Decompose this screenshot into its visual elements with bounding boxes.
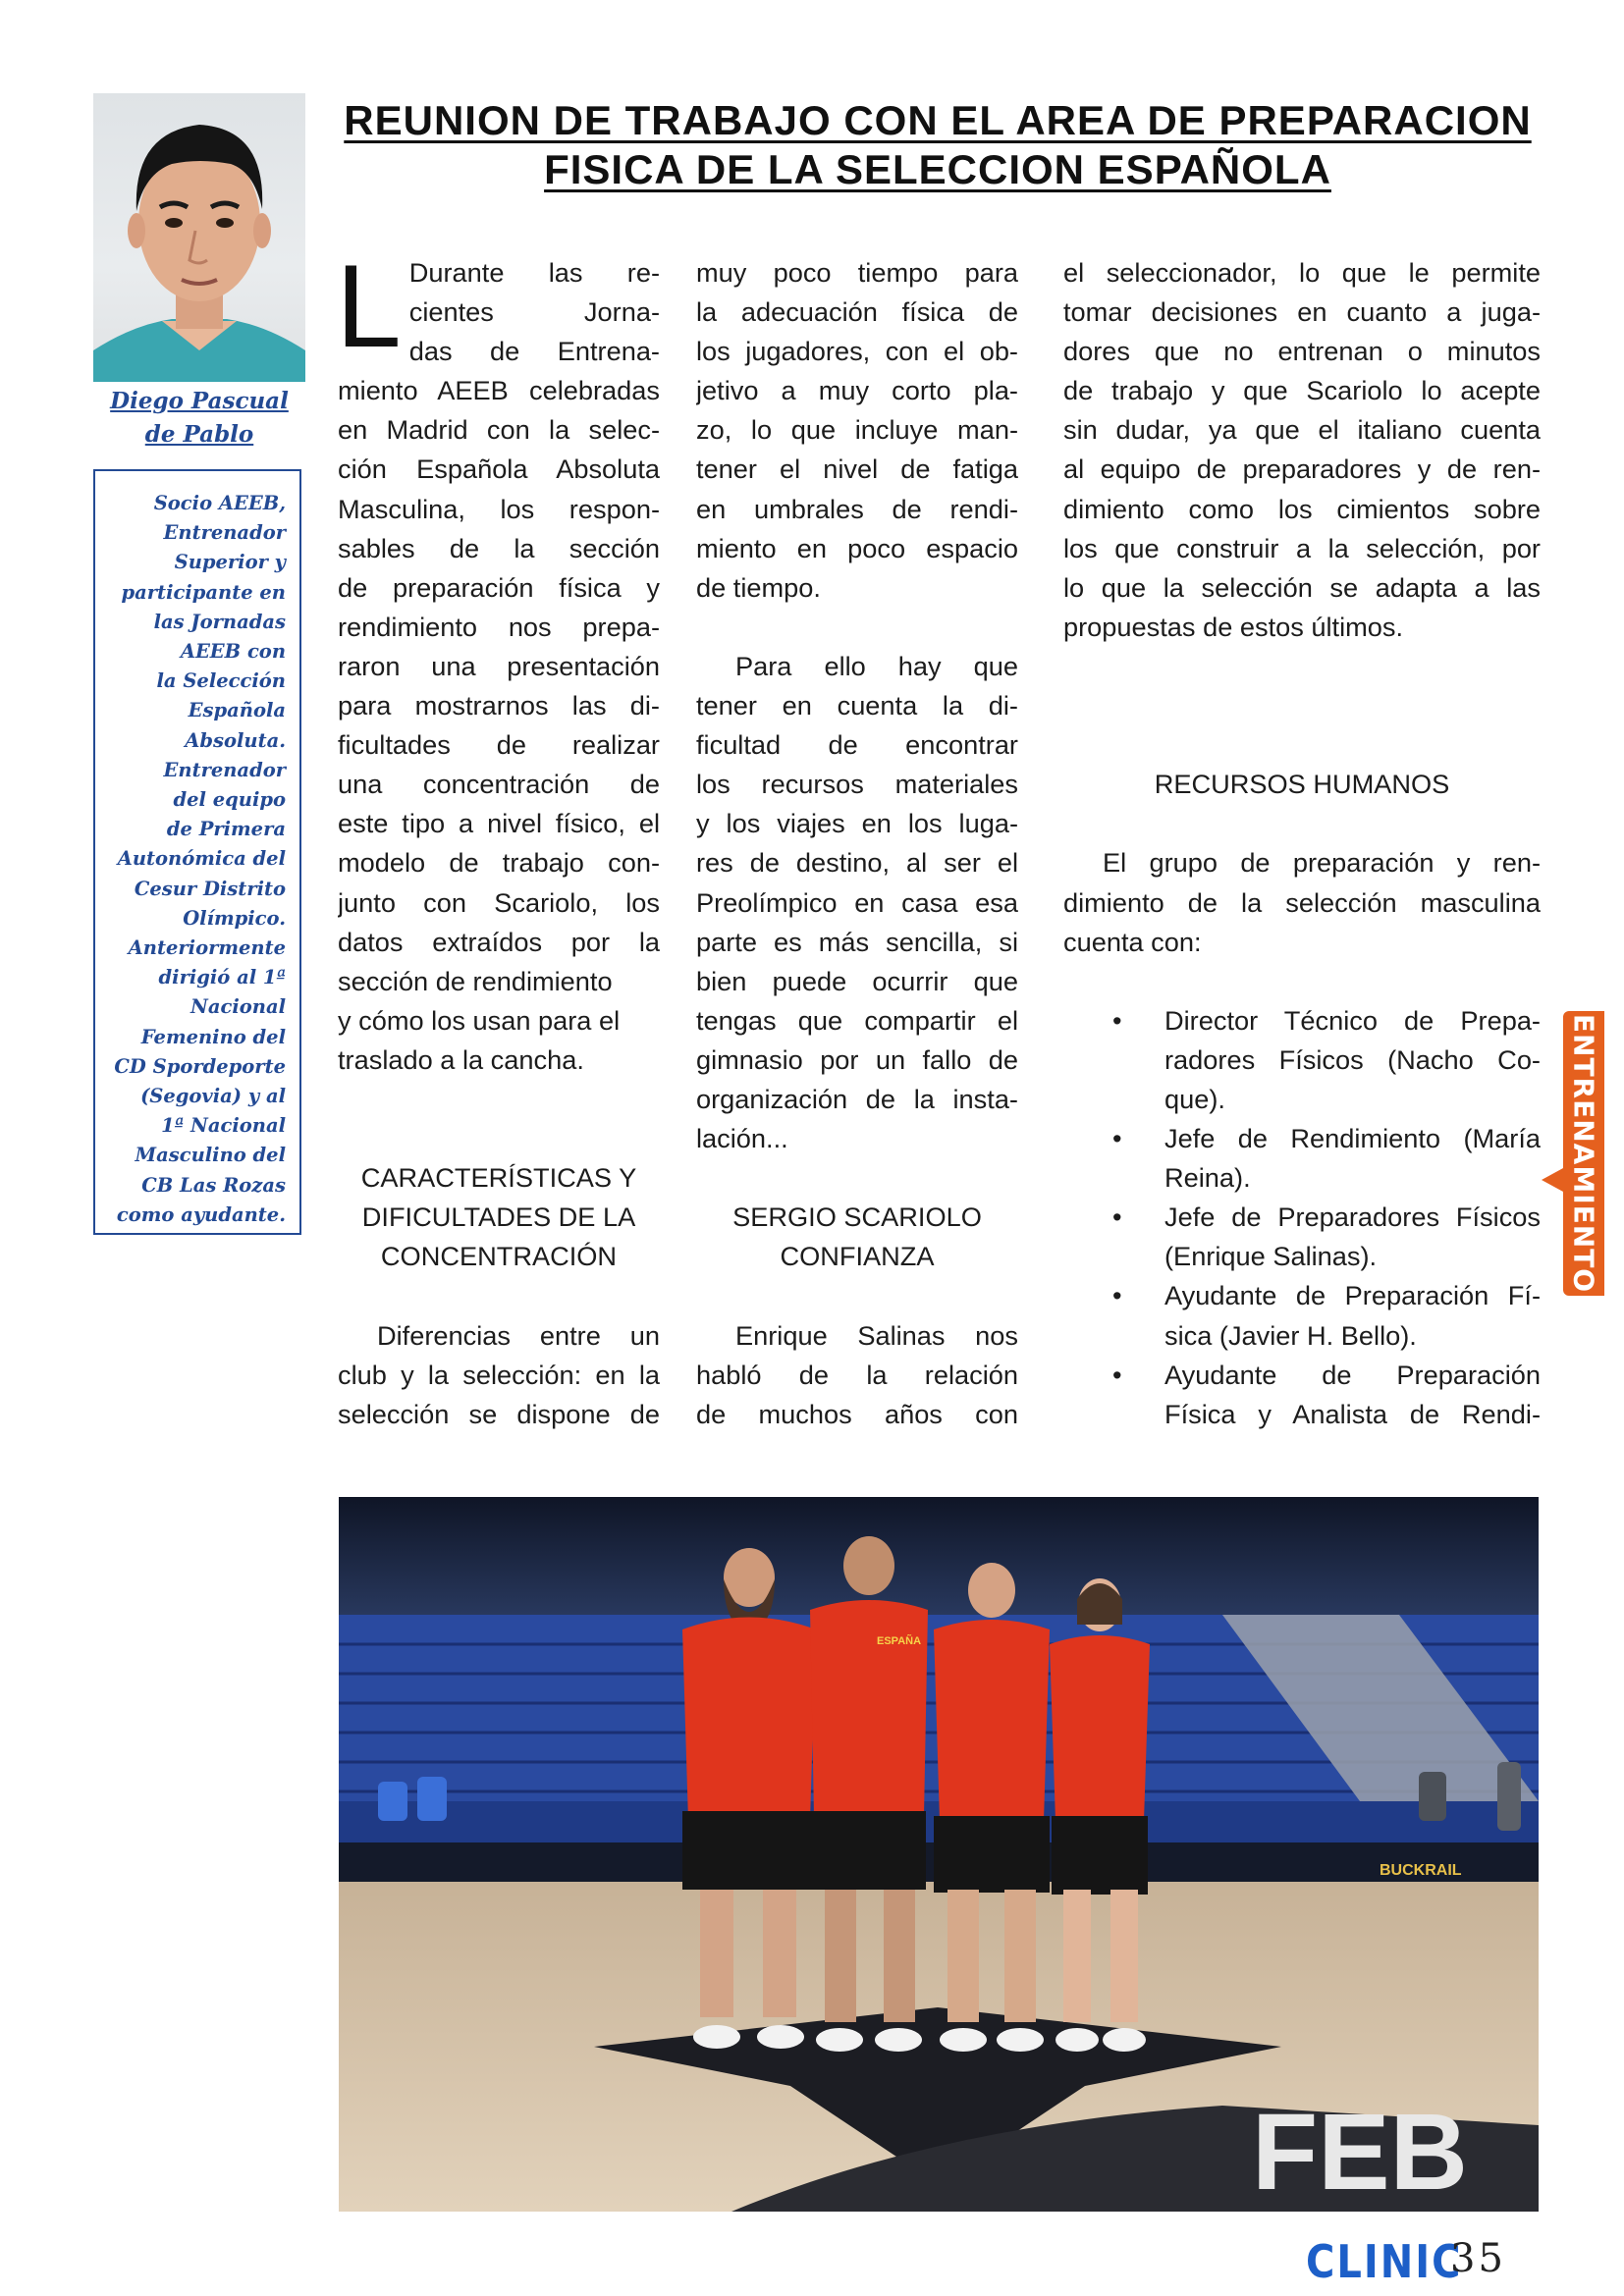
author-photo	[93, 93, 305, 382]
text-line: tomar decisiones en cuanto a juga-	[1063, 296, 1541, 328]
text-line: miento AEEB celebradas	[338, 375, 660, 406]
text-line: Diferencias entre un	[377, 1319, 660, 1351]
author-bio-box	[93, 469, 301, 1235]
text-line: bien puede ocurrir que	[696, 965, 1018, 996]
text-line: en Madrid con la selec-	[338, 414, 660, 446]
text-line: gimnasio por un fallo de	[696, 1043, 1018, 1075]
text-line: de tiempo.	[696, 571, 821, 603]
section-heading: CARACTERÍSTICAS Y	[360, 1162, 637, 1194]
text-line: tengas que compartir el	[696, 1004, 1018, 1036]
text-line: sables de la sección	[338, 532, 660, 563]
team-photo-illustration	[339, 1497, 1539, 2212]
author-name-line1: Diego Pascual	[110, 388, 289, 414]
text-line: Jefe de Preparadores Físicos	[1164, 1201, 1541, 1233]
text-line: Masculina, los respon-	[338, 493, 660, 524]
article-title-line1: REUNION DE TRABAJO CON EL AREA DE PREPARACION	[344, 97, 1532, 143]
text-line: en umbrales de rendi-	[696, 493, 1018, 524]
text-line: de trabajo y que Scariolo lo acepte	[1063, 375, 1541, 406]
text-line: lación...	[696, 1123, 788, 1154]
text-line: junto con Scariolo, los	[338, 886, 660, 918]
article-title	[344, 98, 1532, 196]
text-line: lo que la selección se adapta a las	[1063, 571, 1541, 603]
list-item: • Jefe de Preparadores Físicos (Enrique Salinas).	[1063, 1198, 1541, 1276]
magazine-logo: CLINIC	[1306, 2236, 1463, 2289]
text-line: res de destino, al ser el	[696, 847, 1018, 879]
column-3	[1063, 253, 1541, 1434]
article-title-line2: FISICA DE LA SELECCION ESPAÑOLA	[544, 146, 1331, 192]
text-line: los jugadores, con el ob-	[696, 336, 1018, 367]
list-item: • Ayudante de Preparación Fí- sica (Javier H. Bello).	[1063, 1276, 1541, 1355]
text-line: Director Técnico de Prepa-	[1164, 1004, 1541, 1036]
text-line: cientes Jorna-	[408, 296, 660, 328]
section-heading: CONFIANZA	[780, 1241, 935, 1272]
text-line: dimiento como los cimientos sobre	[1063, 493, 1541, 524]
text-line: zo, lo que incluye man-	[696, 414, 1018, 446]
page-number: 35	[1450, 2236, 1506, 2281]
text-line: al equipo de preparadores y de ren-	[1063, 454, 1541, 485]
text-line: habló de la relación	[696, 1359, 1018, 1390]
text-line: Durante las re-	[408, 257, 660, 288]
text-line: Jefe de Rendimiento (María	[1164, 1123, 1541, 1154]
column-1	[336, 240, 660, 1434]
text-line: el seleccionador, lo que le permite	[1063, 257, 1541, 288]
author-name-line2: de Pablo	[144, 421, 254, 448]
section-heading: RECURSOS HUMANOS	[1154, 769, 1450, 800]
text-line: los recursos materiales	[696, 769, 1018, 800]
text-line: de muchos años con	[696, 1398, 1018, 1429]
text-line: dimiento de la selección masculina	[1063, 886, 1541, 918]
floor-logo-text: FEB	[1252, 2092, 1468, 2212]
list-item: • Jefe de Rendimiento (María Reina).	[1063, 1119, 1541, 1198]
text-line: tener el nivel de fatiga	[696, 454, 1018, 485]
section-heading: DIFICULTADES DE LA	[361, 1201, 636, 1233]
text-line: para mostrarnos las di-	[338, 690, 660, 721]
text-line: El grupo de preparación y ren-	[1103, 847, 1541, 879]
text-line: la adecuación física de	[696, 296, 1018, 328]
text-line: miento en poco espacio	[696, 532, 1018, 563]
drop-cap: L	[336, 240, 402, 372]
shirt-text: ESPAÑA	[877, 1635, 922, 1647]
text-line: propuestas de estos últimos.	[1063, 611, 1404, 642]
section-tab-label: ENTRENAMIENTO	[1567, 1013, 1600, 1294]
text-line: cuenta con:	[1063, 926, 1202, 957]
author-name	[93, 385, 305, 452]
section-tab	[1563, 1011, 1604, 1296]
text-line: radores Físicos (Nacho Co-	[1164, 1043, 1541, 1075]
text-line: ficultad de encontrar	[696, 729, 1018, 761]
text-line: Ayudante de Preparación	[1164, 1359, 1541, 1390]
text-line: raron una presentación	[338, 650, 660, 681]
text-line: de preparación física y	[338, 571, 660, 603]
text-line: ficultades de realizar	[338, 729, 660, 761]
list-item: • Director Técnico de Prepa- radores Físicos (Nacho Co- que).	[1063, 1001, 1541, 1119]
text-line: traslado a la cancha.	[338, 1043, 584, 1075]
text-line: este tipo a nivel físico, el	[338, 808, 660, 839]
text-line: Reina).	[1164, 1162, 1251, 1194]
text-line: sica (Javier H. Bello).	[1164, 1319, 1417, 1351]
text-line: tener en cuenta la di-	[696, 690, 1018, 721]
text-line: modelo de trabajo con-	[338, 847, 660, 879]
text-line: y los viajes en los luga-	[696, 808, 1018, 839]
text-line: organización de la insta-	[696, 1083, 1018, 1114]
text-line: sin dudar, ya que el italiano cuenta	[1063, 414, 1541, 446]
text-line: datos extraídos por la	[338, 926, 660, 957]
section-heading: SERGIO SCARIOLO	[732, 1201, 982, 1233]
text-line: que).	[1164, 1083, 1225, 1114]
column-2	[696, 253, 1018, 1434]
text-line: (Enrique Salinas).	[1164, 1241, 1378, 1272]
text-line: Para ello hay que	[735, 650, 1018, 681]
text-line: Preolímpico en casa esa	[696, 886, 1018, 918]
text-line: rendimiento nos prepa-	[338, 611, 660, 642]
banner-text: BUCKRAIL	[1380, 1862, 1462, 1879]
text-line: das de Entrena-	[408, 336, 660, 367]
section-heading: CONCENTRACIÓN	[380, 1241, 618, 1272]
author-bio: Socio AEEB, Entrenador Superior y participante en las Jornadas AEEB con la Selección Española Absoluta. Entrenador del equipo de Primera Autonómica del Cesur Distrito Olímpico. Anteriormente dirigió al 1ª Nacional Femenino del CD Spordeporte (Segovia) y al 1ª Nacional Masculino del CB Las Rozas como ayudante.	[114, 492, 286, 1226]
text-line: ción Española Absoluta	[338, 454, 660, 485]
text-line: sección de rendimiento	[338, 965, 613, 996]
text-line: selección se dispone de	[338, 1398, 660, 1429]
team-photo	[339, 1497, 1539, 2212]
text-line: dores que no entrenan o minutos	[1063, 336, 1541, 367]
text-line: muy poco tiempo para	[696, 257, 1018, 288]
text-line: jetivo a muy corto pla-	[696, 375, 1018, 406]
text-line: Ayudante de Preparación Fí-	[1164, 1280, 1541, 1311]
text-line: y cómo los usan para el	[338, 1004, 621, 1036]
text-line: los que construir a la selección, por	[1063, 532, 1541, 563]
text-line: club y la selección: en la	[338, 1359, 660, 1390]
author-portrait-illustration	[93, 93, 305, 382]
text-line: Física y Analista de Rendi-	[1164, 1398, 1541, 1429]
list-item: • Ayudante de Preparación Física y Analista de Rendi-	[1063, 1356, 1541, 1434]
text-line: una concentración de	[338, 769, 660, 800]
text-line: Enrique Salinas nos	[735, 1319, 1018, 1351]
text-line: parte es más sencilla, si	[696, 926, 1018, 957]
